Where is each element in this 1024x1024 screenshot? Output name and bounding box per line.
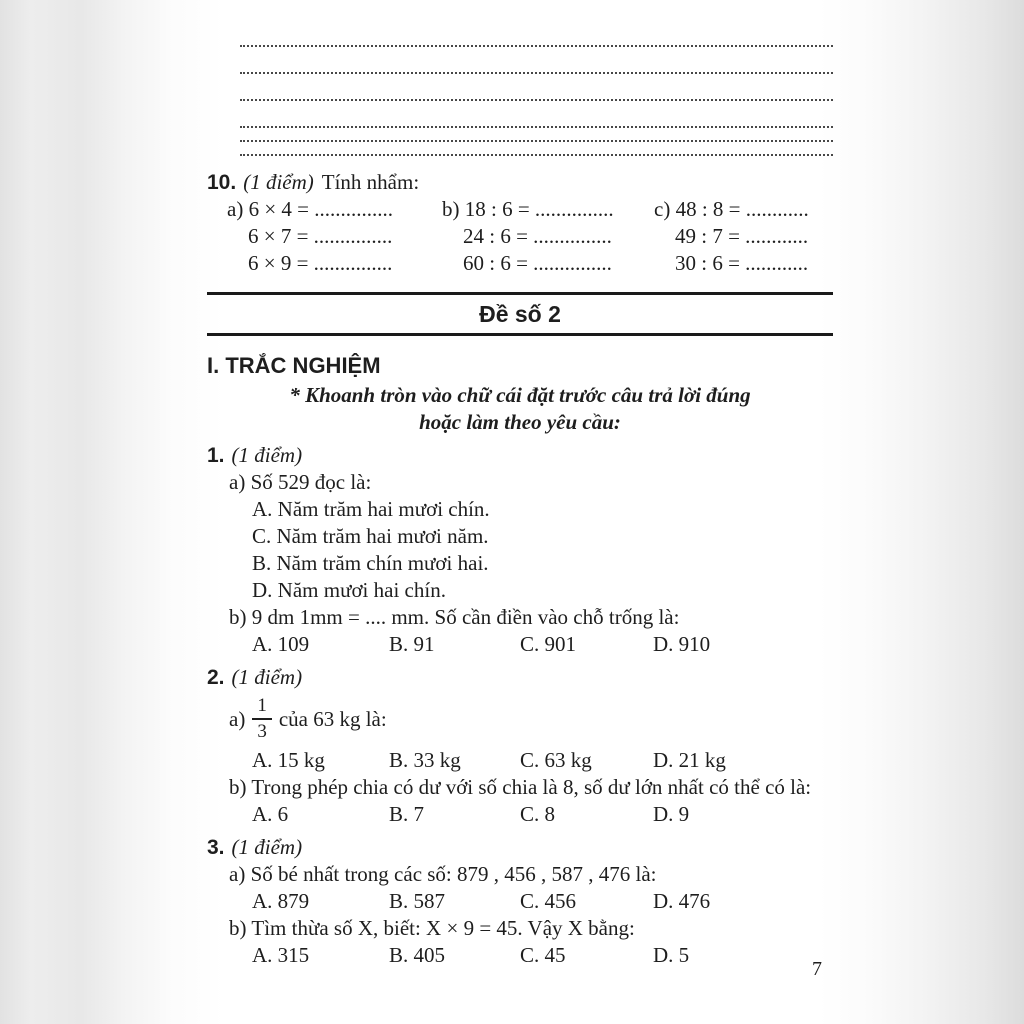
question-1b-label: b) 9 dm 1mm = .... mm. Số cần điền vào chỗ trống là:	[229, 605, 680, 629]
question-2	[207, 664, 833, 828]
option: C. 45	[520, 943, 566, 967]
question-number: 10.	[207, 171, 237, 194]
points-label: (1 điểm)	[231, 665, 303, 689]
option: C. 8	[520, 802, 556, 826]
question-10	[207, 169, 833, 277]
math-blank-line: c) 48 : 8 = ............	[654, 197, 809, 221]
column-c	[654, 196, 833, 277]
question-3-heading	[207, 834, 833, 861]
question-10-heading	[207, 169, 833, 196]
question-1-heading	[207, 442, 833, 469]
section-divider-bottom	[207, 333, 833, 336]
question-3b-label: b) Tìm thừa số X, biết: X × 9 = 45. Vậy X bằng:	[229, 916, 635, 940]
column-a	[227, 196, 442, 277]
math-blank-line: 6 × 9 = ...............	[248, 251, 393, 275]
option: D. 910	[653, 632, 711, 656]
section-title: Đề số 2	[479, 301, 561, 327]
instructions	[207, 382, 833, 436]
points-label: (1 điểm)	[231, 835, 303, 859]
option: C. Năm trăm hai mươi năm.	[252, 524, 489, 548]
question-2a-text: của 63 kg là:	[278, 706, 387, 731]
dotted-answer-line	[240, 74, 833, 101]
question-2-heading	[207, 664, 833, 691]
option: B. 91	[389, 632, 435, 656]
option: B. 33 kg	[389, 748, 461, 772]
column-b	[442, 196, 654, 277]
question-2b-options	[207, 801, 833, 828]
fraction-numerator: 1	[252, 696, 272, 720]
dotted-answer-line	[240, 20, 833, 47]
mental-math-grid	[207, 196, 833, 277]
question-number: 1.	[207, 444, 225, 467]
dotted-answer-line	[240, 142, 833, 156]
instruction-line: hoặc làm theo yêu cầu:	[419, 410, 621, 434]
option: D. 5	[653, 943, 690, 967]
instruction-line: * Khoanh tròn vào chữ cái đặt trước câu trả lời đúng	[289, 383, 751, 407]
math-blank-line: 49 : 7 = ............	[675, 224, 809, 248]
points-label: (1 điểm)	[231, 443, 303, 467]
math-blank-line: b) 18 : 6 = ...............	[442, 197, 614, 221]
option: A. 315	[252, 943, 310, 967]
fraction	[252, 696, 272, 742]
question-1a-label: a) Số 529 đọc là:	[229, 470, 372, 494]
page-content	[207, 0, 833, 1024]
math-blank-line: 6 × 7 = ...............	[248, 224, 393, 248]
option: A. 15 kg	[252, 748, 325, 772]
option: B. 7	[389, 802, 425, 826]
option: A. Năm trăm hai mươi chín.	[252, 497, 490, 521]
points-label: (1 điểm)	[243, 170, 314, 194]
option: D. 21 kg	[653, 748, 726, 772]
option: D. 476	[653, 889, 711, 913]
sub-question-prefix: a)	[229, 706, 246, 731]
question-number: 2.	[207, 666, 225, 689]
question-2a-label	[207, 691, 833, 747]
part-heading: I. TRẮC NGHIỆM	[207, 353, 381, 378]
option: B. Năm trăm chín mươi hai.	[252, 551, 489, 575]
option: A. 6	[252, 802, 289, 826]
dotted-answer-line	[240, 47, 833, 74]
option: A. 109	[252, 632, 310, 656]
question-number: 3.	[207, 836, 225, 859]
option: B. 405	[389, 943, 446, 967]
option: A. 879	[252, 889, 310, 913]
dotted-answer-line	[240, 128, 833, 142]
math-blank-line: 24 : 6 = ...............	[463, 224, 612, 248]
option: D. Năm mươi hai chín.	[252, 578, 446, 602]
answer-lines	[207, 0, 833, 156]
question-1b-options	[207, 631, 833, 658]
question-3a-label: a) Số bé nhất trong các số: 879 , 456 , 587 , 476 là:	[229, 862, 657, 886]
option: C. 63 kg	[520, 748, 592, 772]
math-blank-line: 60 : 6 = ...............	[463, 251, 612, 275]
question-1	[207, 442, 833, 658]
question-3a-options	[207, 888, 833, 915]
dotted-answer-line	[240, 101, 833, 128]
fraction-denominator: 3	[257, 721, 267, 742]
option: C. 901	[520, 632, 577, 656]
page-number: 7	[812, 958, 822, 980]
question-title: Tính nhẩm:	[321, 170, 420, 194]
option: D. 9	[653, 802, 690, 826]
question-3	[207, 834, 833, 969]
question-1a-options	[207, 496, 833, 604]
option: C. 456	[520, 889, 577, 913]
question-2b-label: b) Trong phép chia có dư với số chia là 8, số dư lớn nhất có thể có là:	[229, 775, 812, 799]
math-blank-line: 30 : 6 = ............	[675, 251, 809, 275]
question-2a-options	[207, 747, 833, 774]
math-blank-line: a) 6 × 4 = ...............	[227, 197, 394, 221]
option: B. 587	[389, 889, 446, 913]
question-3b-options	[207, 942, 833, 969]
